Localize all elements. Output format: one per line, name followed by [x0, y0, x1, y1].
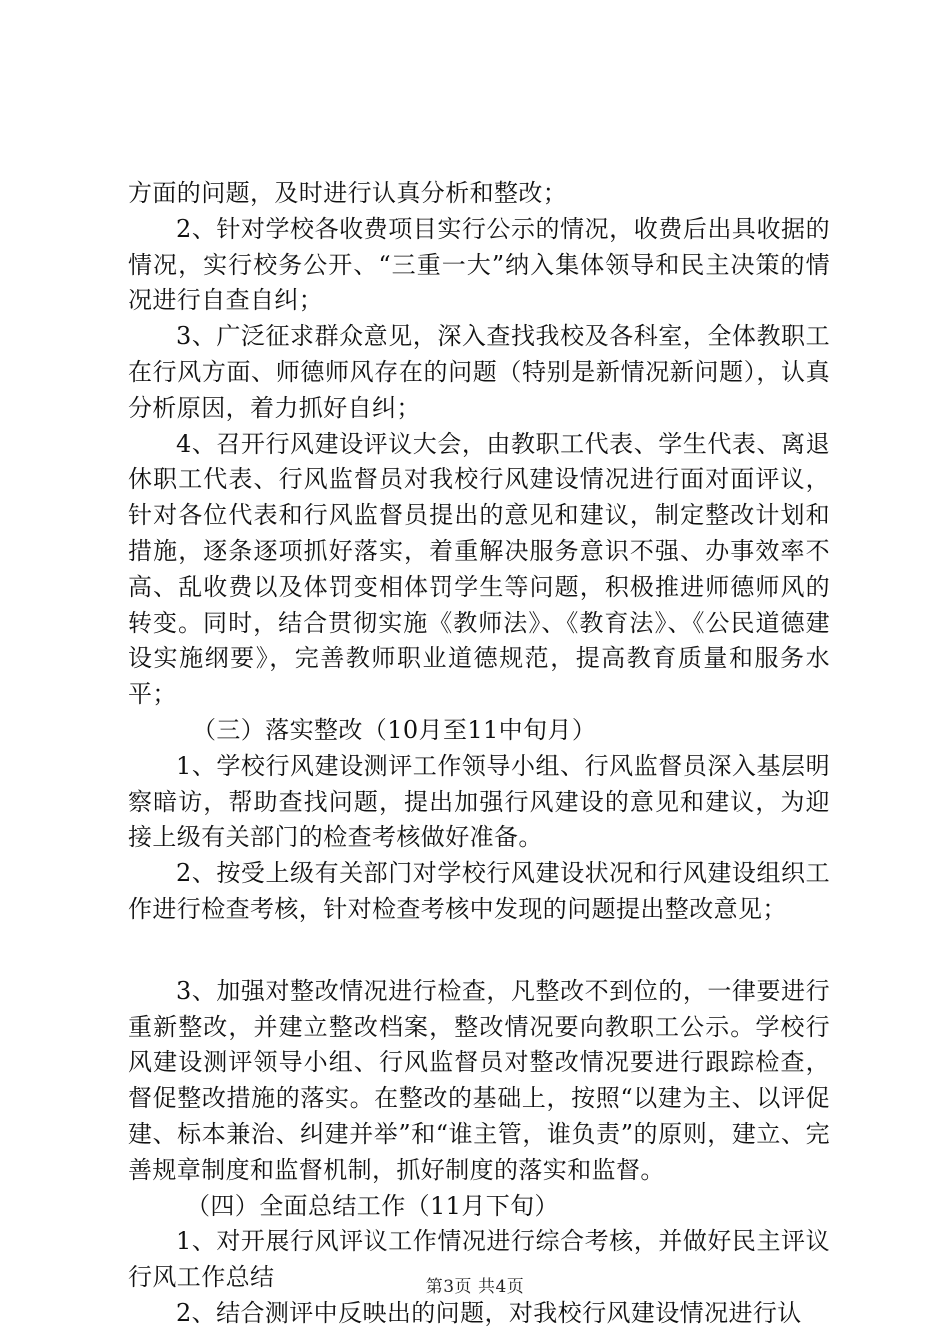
paragraph-summary-1: 1、对开展行风评议工作情况进行综合考核，并做好民主评议行风工作总结 — [128, 1227, 830, 1292]
section-heading-4: （四）全面总结工作（11月下旬） — [186, 1191, 559, 1220]
page-number-footer: 第3页 共4页 — [425, 1277, 525, 1297]
paragraph-item-3-opinions: 3、广泛征求群众意见，深入查找我校及各科室，全体教职工在行风方面、师德师风存在的问题（特别是新情况新问题），认真分析原因，着力抓好自纠； — [128, 322, 830, 422]
paragraph-summary-2: 2、结合测评中反映出的问题，对我校行风建设情况进行认 — [176, 1298, 802, 1327]
paragraph-item-2-fees: 2、针对学校各收费项目实行公示的情况，收费后出具收据的情况，实行校务公开、“三重一大”纳入集体领导和民主决策的情况进行自查自纠； — [128, 214, 830, 315]
document-body — [128, 176, 830, 1332]
paragraph-rectify-2: 2、按受上级有关部门对学校行风建设状况和行风建设组织工作进行检查考核，针对检查考核中发现的问题提出整改意见； — [128, 859, 830, 923]
paragraph-item-4-meeting: 4、召开行风建设评议大会，由教职工代表、学生代表、离退休职工代表、行风监督员对我校行风建设情况进行面对面评议，针对各位代表和行风监督员提出的意见和建议，制定整改计划和措施，逐条逐项抓好落实，着重解决服务意识不强、办事效率不高、乱收费以及体罚变相体罚学生等问题，积极推进师德师风的转变。同时，结合贯彻实施《教师法》、《教育法》、《公民道德建设实施纲要》，完善教师职业道德规范，提高教育质量和服务水平； — [128, 429, 830, 709]
paragraph-rectify-3: 3、加强对整改情况进行检查，凡整改不到位的，一律要进行重新整改，并建立整改档案，整改情况要向教职工公示。学校行风建设测评领导小组、行风监督员对整改情况要进行跟踪检查，督促整改措施的落实。在整改的基础上，按照“以建为主、以评促建、标本兼治、纠建并举”和“谁主管，谁负责”的原则，建立、完善规章制度和监督机制，抓好制度的落实和监督。 — [128, 976, 830, 1184]
section-heading-3: （三）落实整改（10月至11中旬月） — [192, 715, 597, 744]
blank-line — [128, 928, 830, 974]
paragraph-continuation: 方面的问题，及时进行认真分析和整改； — [128, 179, 568, 207]
paragraph-rectify-1: 1、学校行风建设测评工作领导小组、行风监督员深入基层明察暗访，帮助查找问题，提出加强行风建设的意见和建议，为迎接上级有关部门的检查考核做好准备。 — [128, 751, 830, 852]
